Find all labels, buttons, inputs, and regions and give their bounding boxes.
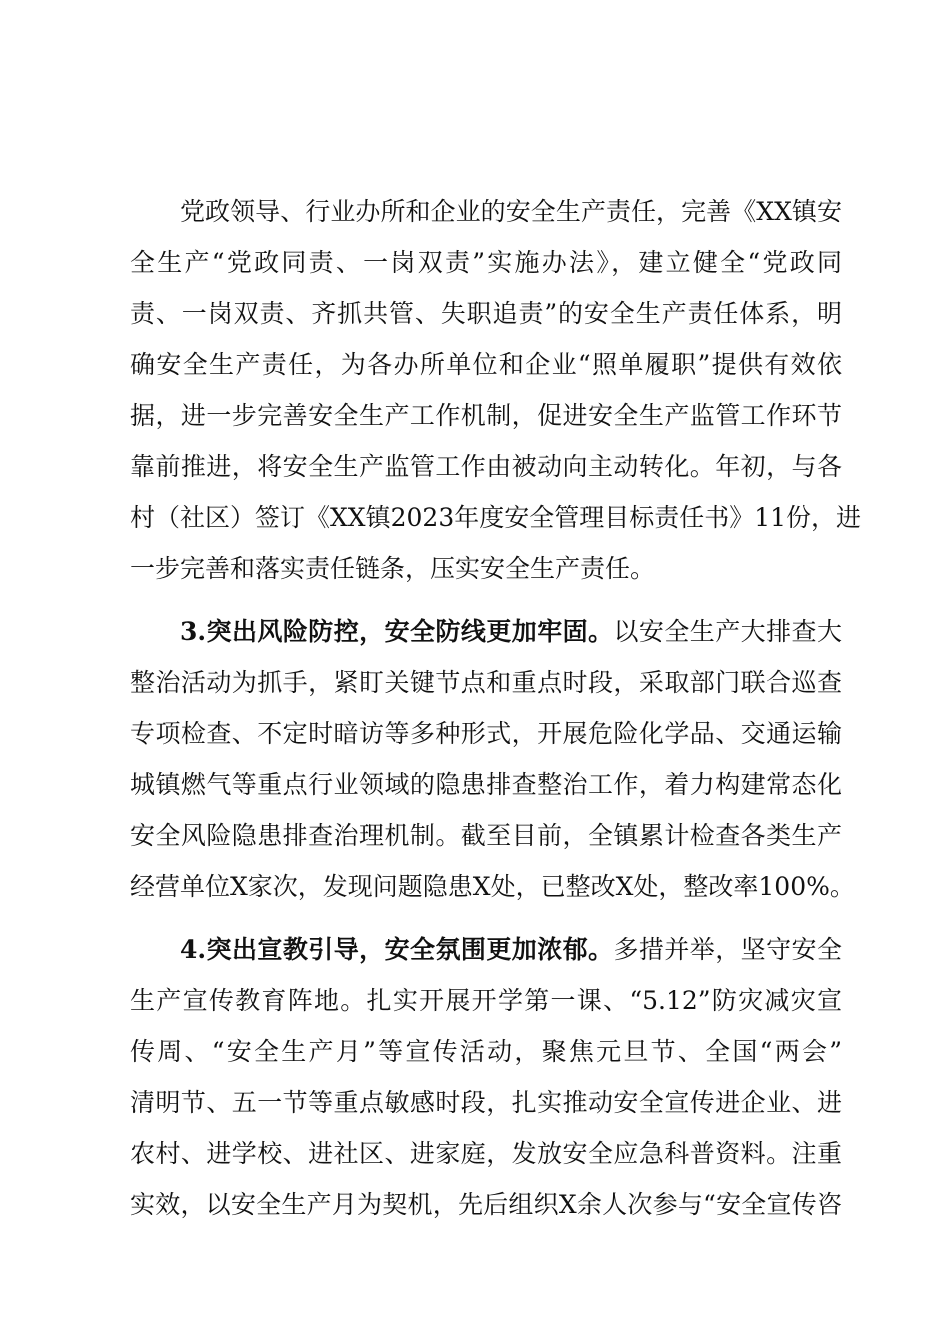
paragraph-line-text: 以安全生产大排查大 — [613, 617, 842, 646]
paragraph-line: 确安全生产责任，为各办所单位和企业“照单履职”提供有效依 — [130, 350, 842, 379]
paragraph-1 — [130, 186, 862, 594]
paragraph-first-line — [130, 606, 842, 657]
paragraph-line: 责、一岗双责、齐抓共管、失职追责”的安全生产责任体系，明 — [130, 299, 842, 328]
paragraph-line: 据，进一步完善安全生产工作机制，促进安全生产监管工作环节 — [130, 401, 842, 430]
paragraph-line: 专项检查、不定时暗访等多种形式，开展危险化学品、交通运输 — [130, 719, 842, 748]
section-heading: 4.突出宣教引导，安全氛围更加浓郁。 — [180, 935, 614, 964]
paragraph-line: 村（社区）签订《XX镇2023年度安全管理目标责任书》11份，进 — [130, 503, 862, 532]
paragraph-line: 传周、“安全生产月”等宣传活动，聚焦元旦节、全国“两会” — [130, 1037, 842, 1066]
paragraph-line: 安全风险隐患排查治理机制。截至目前，全镇累计检查各类生产 — [130, 821, 842, 850]
paragraph-line: 一步完善和落实责任链条，压实安全生产责任。 — [130, 554, 656, 583]
paragraph-line: 实效，以安全生产月为契机，先后组织X余人次参与“安全宣传咨 — [130, 1190, 842, 1219]
paragraph-line: 整治活动为抓手，紧盯关键节点和重点时段，采取部门联合巡查 — [130, 668, 842, 697]
paragraph-line: 农村、进学校、进社区、进家庭，发放安全应急科普资料。注重 — [130, 1139, 842, 1168]
paragraph-line: 城镇燃气等重点行业领域的隐患排查整治工作，着力构建常态化 — [130, 770, 842, 799]
paragraph-line: 党政领导、行业办所和企业的安全生产责任，完善《XX镇安 — [180, 197, 842, 226]
body-text — [130, 186, 862, 1230]
paragraph-line: 全生产“党政同责、一岗双责”实施办法》，建立健全“党政同 — [130, 248, 842, 277]
paragraph-3 — [130, 924, 842, 1230]
paragraph-line: 靠前推进，将安全生产监管工作由被动向主动转化。年初，与各 — [130, 452, 842, 481]
paragraph-line: 清明节、五一节等重点敏感时段，扎实推动安全宣传进企业、进 — [130, 1088, 842, 1117]
paragraph-line: 经营单位X家次，发现问题隐患X处，已整改X处，整改率100%。 — [130, 872, 855, 901]
paragraph-line-text: 多措并举，坚守安全 — [613, 935, 842, 964]
paragraph-first-line — [130, 924, 842, 975]
paragraph-2 — [130, 606, 855, 912]
section-heading: 3.突出风险防控，安全防线更加牢固。 — [180, 617, 614, 646]
paragraph-line: 生产宣传教育阵地。扎实开展开学第一课、“5.12”防灾减灾宣 — [130, 986, 842, 1015]
